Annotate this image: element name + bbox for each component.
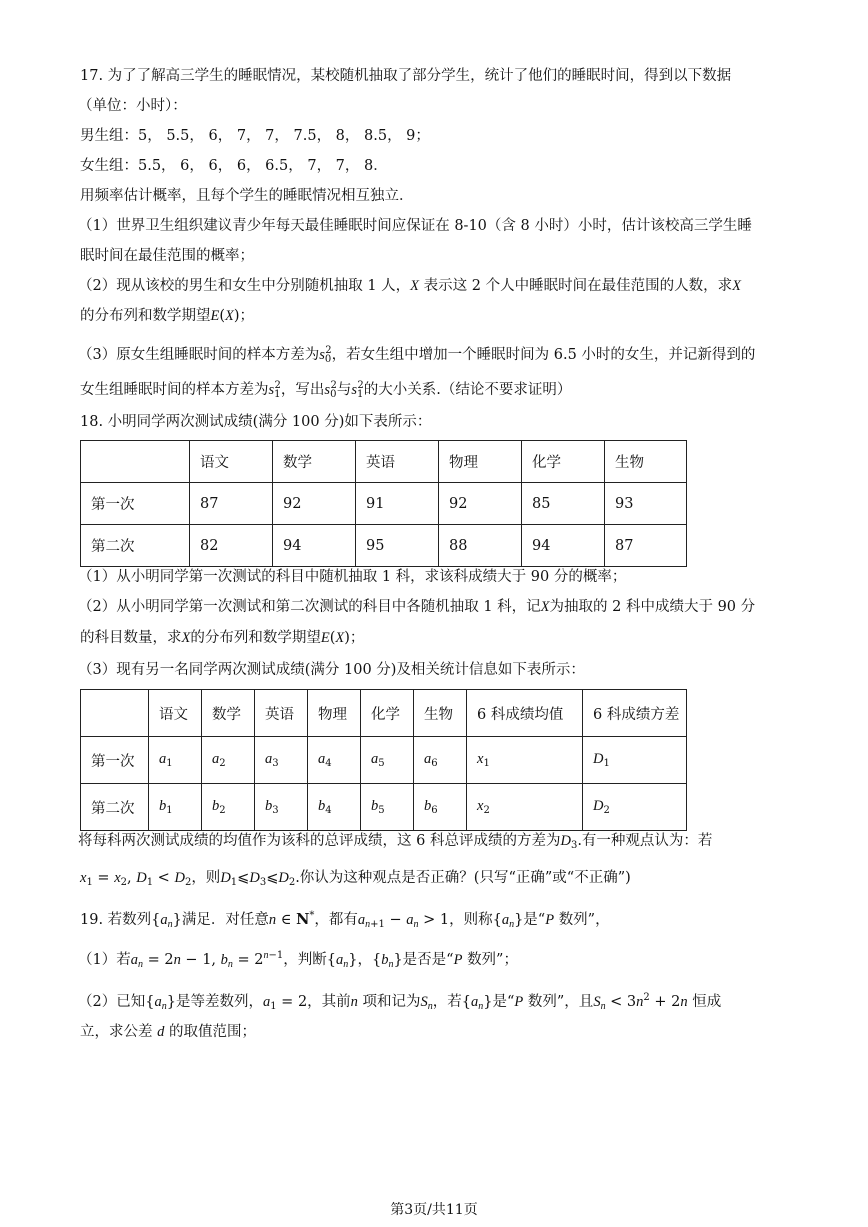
table-cell: $b_2$ (202, 784, 255, 831)
table-row (81, 525, 687, 567)
q17-female-data: 女生组：5.5， 6， 6， 6， 6.5， 7， 7， 8． (80, 158, 388, 174)
q18-intro: 18. 小明同学两次测试成绩(满分 100 分)如下表所示： (80, 414, 432, 430)
q18-part2-line2: 的科目数量，求X的分布列和数学期望E(X)； (80, 630, 365, 646)
table-row (81, 737, 687, 784)
table-row (81, 784, 687, 831)
table-header-row (81, 690, 687, 737)
table-header-row (81, 441, 687, 483)
q17-intro-line1: 17. 为了了解高三学生的睡眠情况，某校随机抽取了部分学生，统计了他们的睡眠时间，得到以下数据 (80, 68, 732, 84)
table-cell: 87 (190, 483, 273, 525)
q18-viewpoint-line2: $x_1 = x_2$, $D_1 < D_2$，则$D_1⩽D_3⩽D_2$.你认为这种观点是否正确？(只写“正确”或“不正确”) (80, 870, 631, 888)
table-cell: $b_6$ (414, 784, 467, 831)
q18-part1: （1）从小明同学第一次测试的科目中随机抽取 1 科，求该科成绩大于 90 分的概率； (78, 569, 627, 585)
table-cell: $b_5$ (361, 784, 414, 831)
q17-intro-line2: （单位：小时）： (78, 98, 187, 114)
q18-score-table-1 (80, 440, 687, 567)
q19-part2-line2: 立，求公差 d 的取值范围； (80, 1024, 256, 1040)
q19-part2-line1: （2）已知$\{a_n\}$是等差数列，$a_1 = 2$，其前n 项和记为$S_n$，若$\{a_n\}$是“P 数列”，且$S_n < 3n^2 + 2n$ 恒成 (78, 992, 722, 1012)
table-cell: $a_4$ (308, 737, 361, 784)
q17-assumption: 用频率估计概率，且每个学生的睡眠情况相互独立． (80, 188, 414, 204)
table-header-cell: 数学 (202, 690, 255, 737)
table-cell: 第二次 (81, 784, 149, 831)
table-header-cell: 化学 (361, 690, 414, 737)
table-cell: $a_5$ (361, 737, 414, 784)
table-header-cell: 化学 (522, 441, 605, 483)
table-header-cell: 语文 (149, 690, 202, 737)
q17-part3-line1: （3）原女生组睡眠时间的样本方差为$s_0^2$，若女生组中增加一个睡眠时间为 6.5 小时的女生，并记新得到的 (78, 345, 756, 365)
table-cell: $b_1$ (149, 784, 202, 831)
q18-score-table-2 (80, 689, 687, 831)
table-row (81, 483, 687, 525)
table-header-cell: 数学 (273, 441, 356, 483)
table-cell: 92 (439, 483, 522, 525)
table-header-cell: 英语 (255, 690, 308, 737)
table-header-cell (81, 441, 190, 483)
table-cell: $a_2$ (202, 737, 255, 784)
q18-part3: （3）现有另一名同学两次测试成绩(满分 100 分)及相关统计信息如下表所示： (78, 662, 585, 678)
table-header-cell (81, 690, 149, 737)
table-cell: 82 (190, 525, 273, 567)
q19-intro: 19. 若数列$\{a_n\}$满足．对任意n ∈ N*，都有$a_{n+1} - a_n > 1$，则称$\{a_n\}$是“P 数列”， (80, 910, 610, 930)
table-header-cell: 生物 (414, 690, 467, 737)
table-cell: 94 (273, 525, 356, 567)
page-number: 第3页/共11页 (390, 1202, 478, 1218)
table-cell: $x_1$ (467, 737, 583, 784)
table-header-cell: 英语 (356, 441, 439, 483)
table-cell: 91 (356, 483, 439, 525)
table-cell: $a_6$ (414, 737, 467, 784)
table-header-cell: 语文 (190, 441, 273, 483)
table-cell: $x_2$ (467, 784, 583, 831)
table-cell: 94 (522, 525, 605, 567)
q17-male-data: 男生组：5， 5.5， 6， 7， 7， 7.5， 8， 8.5， 9； (80, 128, 430, 144)
table-cell: $D_1$ (583, 737, 687, 784)
table-cell: 88 (439, 525, 522, 567)
table-header-cell: 物理 (308, 690, 361, 737)
table-header-cell: 生物 (605, 441, 687, 483)
table-header-cell: 6 科成绩方差 (583, 690, 687, 737)
q18-viewpoint-line1: 将每科两次测试成绩的均值作为该科的总评成绩，这 6 科总评成绩的方差为$D_3$.有一种观点认为：若 (78, 833, 713, 851)
table-cell: $D_2$ (583, 784, 687, 831)
table-cell: $b_4$ (308, 784, 361, 831)
q17-part3-line2: 女生组睡眠时间的样本方差为$s_1^2$，写出$s_0^2$与$s_1^2$的大小关系.（结论不要求证明） (80, 380, 572, 400)
q17-part2-line2: 的分布列和数学期望E(X)； (80, 308, 255, 324)
table-cell: 85 (522, 483, 605, 525)
table-cell: 第一次 (81, 483, 190, 525)
table-cell: 95 (356, 525, 439, 567)
table-cell: 92 (273, 483, 356, 525)
table-cell: 87 (605, 525, 687, 567)
q18-part2-line1: （2）从小明同学第一次测试和第二次测试的科目中各随机抽取 1 科，记X为抽取的 2 科中成绩大于 90 分 (78, 599, 756, 615)
q17-part1-line1: （1）世界卫生组织建议青少年每天最佳睡眠时间应保证在 8-10（含 8 小时）小时，估计该校高三学生睡 (78, 218, 752, 234)
table-cell: $a_1$ (149, 737, 202, 784)
table-header-cell: 6 科成绩均值 (467, 690, 583, 737)
table-cell: $b_3$ (255, 784, 308, 831)
table-cell: 第二次 (81, 525, 190, 567)
q17-part1-line2: 眠时间在最佳范围的概率； (80, 248, 254, 264)
table-header-cell: 物理 (439, 441, 522, 483)
table-cell: $a_3$ (255, 737, 308, 784)
q17-part2-line1: （2）现从该校的男生和女生中分别随机抽取 1 人，X 表示这 2 个人中睡眠时间在最佳范围的人数，求X (78, 278, 741, 294)
table-cell: 93 (605, 483, 687, 525)
table-cell: 第一次 (81, 737, 149, 784)
q19-part1: （1）若$a_n = 2n - 1$, $b_n = 2^{n-1}$，判断$\{a_n\}$，$\{b_n\}$是否是“P 数列”； (78, 950, 518, 970)
